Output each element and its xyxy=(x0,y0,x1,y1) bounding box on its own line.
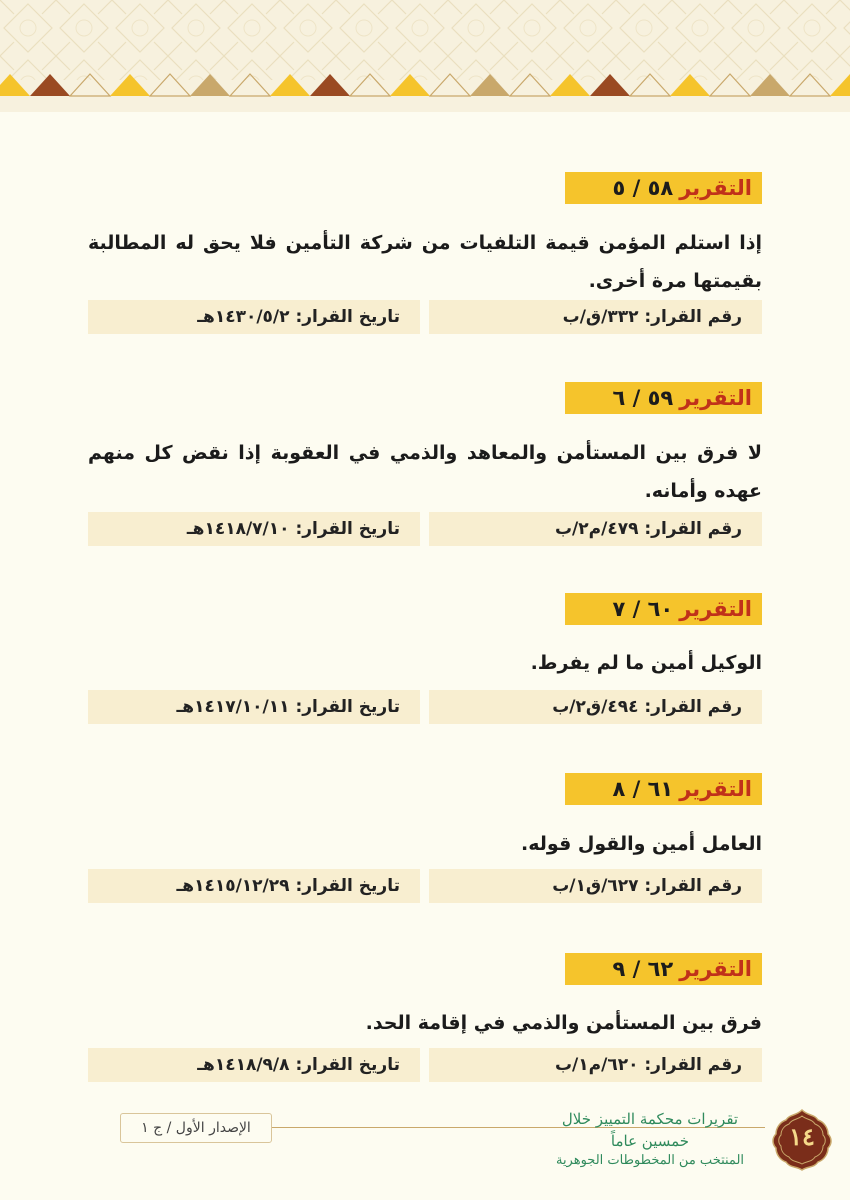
geometric-pattern xyxy=(0,0,850,112)
report-title-label: التقرير xyxy=(679,957,752,981)
page-number: ١٤ xyxy=(789,1122,815,1151)
report-title-number: ٦١ / ٨ xyxy=(612,777,674,801)
report-title xyxy=(565,382,762,414)
decision-date: تاريخ القرار: ١٤١٨/٧/١٠هـ xyxy=(88,512,420,546)
report-title xyxy=(565,773,762,805)
report-text: الوكيل أمين ما لم يفرط. xyxy=(530,652,762,674)
report-title-label: التقرير xyxy=(679,777,752,801)
decision-date: تاريخ القرار: ١٤١٧/١٠/١١هـ xyxy=(88,690,420,724)
decision-number: رقم القرار: ٦٢٠/م١/ب xyxy=(429,1048,762,1082)
decision-number: رقم القرار: ٣٣٢/ق/ب xyxy=(429,300,762,334)
decision-number: رقم القرار: ٤٧٩/م٢/ب xyxy=(429,512,762,546)
report-text: لا فرق بين المستأمن والمعاهد والذمي في العقوبة إذا نقض كل منهم عهده وأمانه. xyxy=(88,442,762,502)
report-text: فرق بين المستأمن والذمي في إقامة الحد. xyxy=(365,1012,762,1034)
decision-number: رقم القرار: ٦٢٧/ق١/ب xyxy=(429,869,762,903)
report-title-number: ٦٠ / ٧ xyxy=(612,597,674,621)
brand-logo xyxy=(540,1108,760,1170)
report-title-label: التقرير xyxy=(679,386,752,410)
report-title-number: ٥٩ / ٦ xyxy=(612,386,674,410)
report-title xyxy=(565,593,762,625)
decision-date: تاريخ القرار: ١٤٣٠/٥/٢هـ xyxy=(88,300,420,334)
report-title xyxy=(565,172,762,204)
edition-label: الإصدار الأول / ج ١ xyxy=(120,1113,272,1143)
report-title-number: ٦٢ / ٩ xyxy=(612,957,674,981)
brand-line-1: تقريرات محكمة التمييز خلال خمسين عاماً xyxy=(561,1110,739,1150)
report-title-label: التقرير xyxy=(679,597,752,621)
decision-date: تاريخ القرار: ١٤١٨/٩/٨هـ xyxy=(88,1048,420,1082)
report-text: إذا استلم المؤمن قيمة التلفيات من شركة التأمين فلا يحق له المطالبة بقيمتها مرة أخرى. xyxy=(88,232,762,292)
decorative-header xyxy=(0,0,850,112)
decision-number: رقم القرار: ٤٩٤/ق٢/ب xyxy=(429,690,762,724)
brand-line-2: المنتخب من المخطوطات الجوهرية xyxy=(555,1153,745,1168)
report-text: العامل أمين والقول قوله. xyxy=(521,833,762,855)
decision-date: تاريخ القرار: ١٤١٥/١٢/٢٩هـ xyxy=(88,869,420,903)
report-title-number: ٥٨ / ٥ xyxy=(612,176,674,200)
report-title-label: التقرير xyxy=(679,176,752,200)
report-title xyxy=(565,953,762,985)
